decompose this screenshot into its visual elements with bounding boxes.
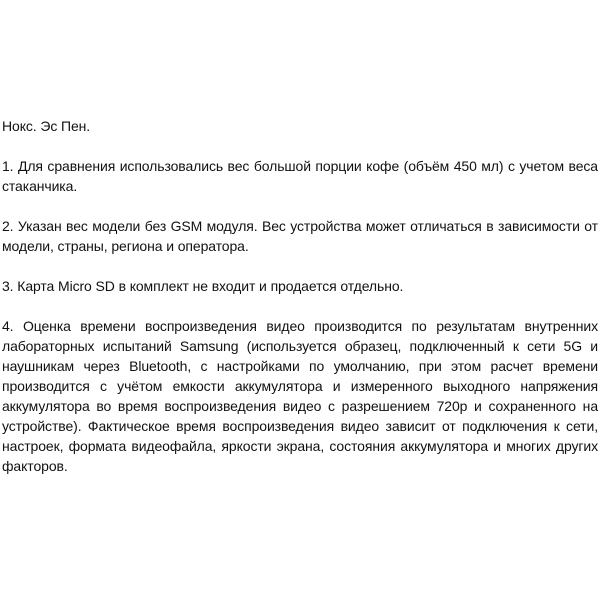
intro-line: Нокс. Эс Пен. bbox=[2, 118, 91, 134]
footnote-3: 3. Карта Micro SD в комплект не входит и продается отдельно. bbox=[2, 278, 404, 294]
footnote-1: 1. Для сравнения использовались вес большой порции кофе (объём 450 мл) с учетом веса стаканчика. bbox=[2, 158, 598, 194]
footnotes-document bbox=[2, 116, 598, 496]
footnote-2: 2. Указан вес модели без GSM модуля. Вес устройства может отличаться в зависимости от модели, страны, региона и оператора. bbox=[2, 218, 598, 254]
footnote-4: 4. Оценка времени воспроизведения видео производится по результатам внутренних лабораторных испытаний Samsung (используется образец, подключенный к сети 5G и наушникам через Bluetooth, с настройками по умолчанию, при этом расчет времени производится с учётом емкости аккумулятора и измеренного выходного напряжения аккумулятора во время воспроизведения видео с разрешением 720p и сохраненного на устройстве). Фактическое время воспроизведения видео зависит от подключения к сети, настроек, формата видеофайла, яркости экрана, состояния аккумулятора и многих других факторов. bbox=[2, 318, 598, 474]
